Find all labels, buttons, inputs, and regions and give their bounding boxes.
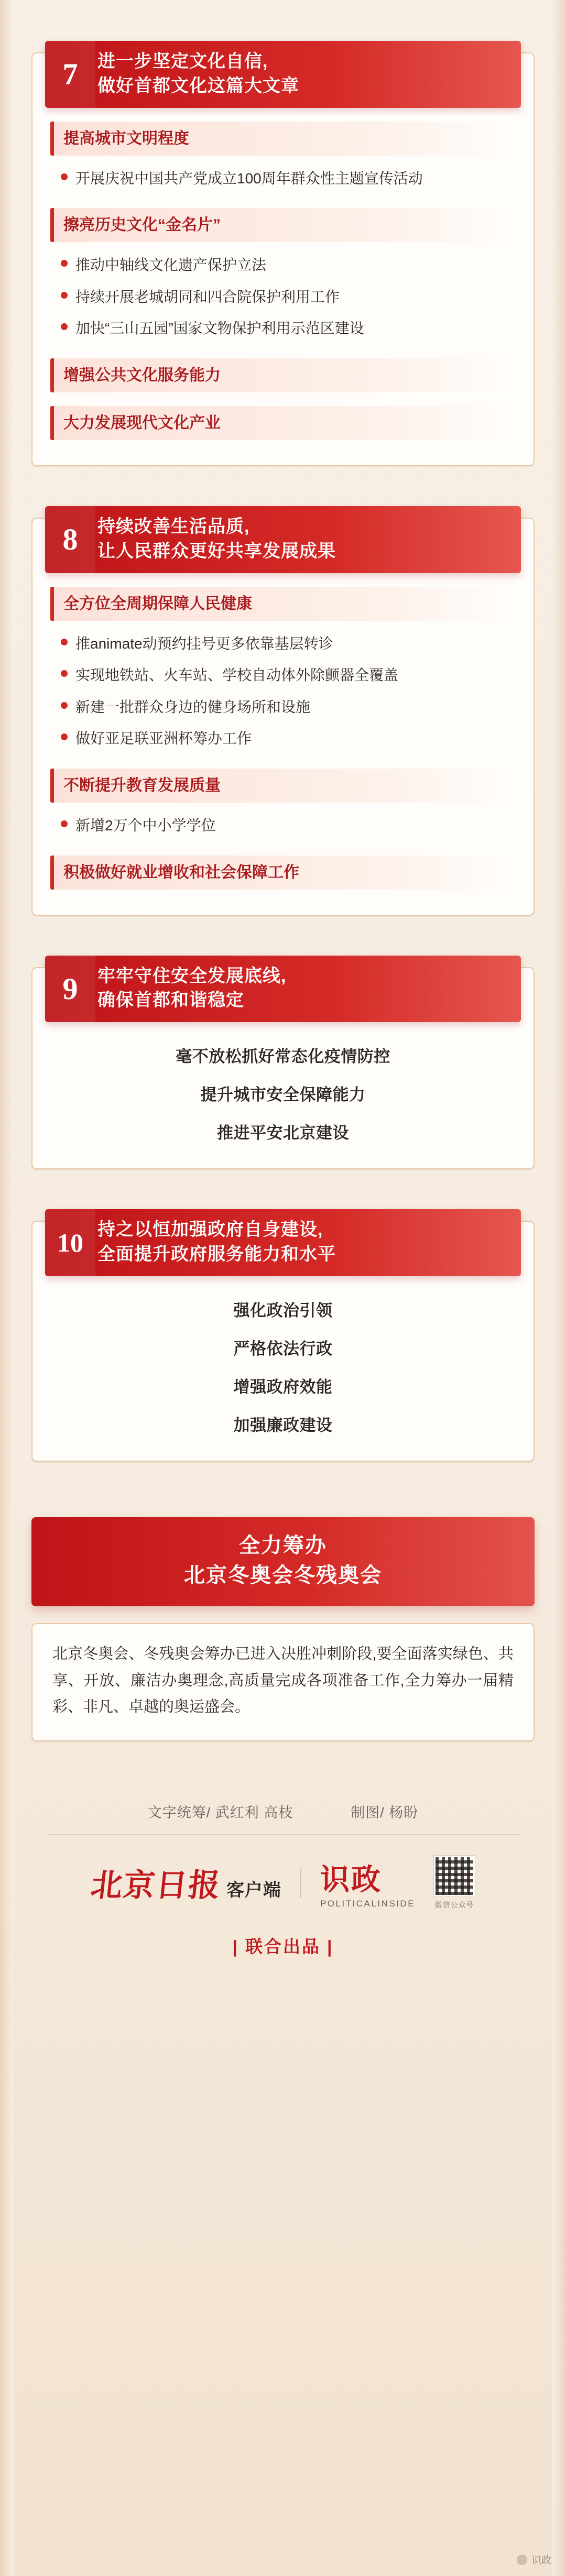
logo-divider: [300, 1868, 301, 1898]
section-title-line1: 进一步坚定文化自信,: [97, 51, 268, 71]
olympic-paragraph-card: [31, 1623, 535, 1741]
olympic-paragraph: 北京冬奥会、冬残奥会筹办已进入决胜冲刺阶段,要全面落实绿色、共享、开放、廉洁办奥理念,高质量完成各项准备工作,全力筹办一届精彩、非凡、卓越的奥运盛会。: [52, 1645, 514, 1716]
list-item: 加快“三山五园”国家文物保护利用示范区建设: [58, 313, 516, 345]
subsection-title: 大力发展现代文化产业: [50, 406, 516, 440]
beijing-daily-logo: [91, 1860, 281, 1905]
section-title-9: [95, 956, 521, 1023]
list-item: 持续开展老城胡同和四合院保护利用工作: [58, 281, 516, 313]
credit-editor: 文字统筹/ 武红利 高枝: [147, 1805, 293, 1821]
center-line: 加强廉政建设: [233, 1416, 333, 1435]
section-header-8: [45, 506, 521, 573]
subsection-title: 增强公共文化服务能力: [50, 358, 516, 392]
section-card-7: [31, 52, 535, 466]
credit-designer: 制图/ 杨盼: [351, 1805, 419, 1821]
section-title-line2: 做好首都文化这篇大文章: [97, 75, 299, 96]
subsection-title: 全方位全周期保障人民健康: [50, 587, 516, 621]
subsection-title: 擦亮历史文化“金名片”: [50, 208, 516, 242]
section-header-9: [45, 956, 521, 1023]
section-title-line1: 牢牢守住安全发展底线,: [97, 966, 287, 986]
bullet-list: [58, 163, 516, 195]
section-title-10: [95, 1209, 521, 1276]
zhizheng-english: POLITICALINSIDE: [320, 1899, 416, 1909]
list-item: 实现地铁站、火车站、学校自动体外除颤器全覆盖: [58, 660, 516, 692]
list-item: 新建一批群众身边的健身场所和设施: [58, 692, 516, 724]
center-line: 推进平安北京建设: [217, 1124, 349, 1143]
section-number-10: 10: [45, 1209, 95, 1276]
section-title-line1: 持之以恒加强政府自身建设,: [97, 1220, 323, 1240]
subsection-title: 提高城市文明程度: [50, 122, 516, 156]
beijing-daily-client: 客户端: [226, 1880, 281, 1901]
bullet-list: [58, 810, 516, 842]
bullet-list: [58, 628, 516, 755]
section-header-7: [45, 41, 521, 108]
logo-row: [0, 1835, 566, 1915]
list-item: 做好亚足联亚洲杯筹办工作: [58, 723, 516, 755]
center-line: 毫不放松抓好常态化疫情防控: [176, 1047, 390, 1066]
section-card-9: [31, 967, 535, 1170]
qr-code-block: [434, 1856, 475, 1910]
qr-caption: 微信公众号: [434, 1901, 474, 1910]
joint-production-label: | 联合出品 |: [232, 1937, 334, 1957]
section-card-10: [31, 1221, 535, 1462]
list-item: 推animate动预约挂号更多依靠基层转诊: [58, 628, 516, 660]
section-title-line2: 全面提升政府服务能力和水平: [97, 1244, 336, 1265]
section-title-line1: 持续改善生活品质,: [97, 517, 250, 536]
section-title-line2: 确保首都和谐稳定: [97, 990, 244, 1011]
zhizheng-name: 识政: [320, 1864, 382, 1897]
right-decorative-edge: [552, 0, 566, 2576]
section-title-7: [95, 41, 521, 108]
bullet-list: [58, 249, 516, 345]
banner-line1: 全力筹办: [239, 1534, 327, 1558]
credits-row: [0, 1788, 566, 1831]
zhizheng-logo: [320, 1857, 415, 1909]
center-line: 提升城市安全保障能力: [200, 1086, 366, 1104]
beijing-daily-name: 北京日报: [89, 1868, 223, 1903]
left-decorative-edge: [0, 0, 14, 2576]
center-line: 严格依法行政: [233, 1340, 333, 1358]
section-title-8: [95, 506, 521, 573]
wechat-label: 识政: [531, 2555, 551, 2566]
subsection-title: 积极做好就业增收和社会保障工作: [50, 856, 516, 890]
section-number-9: 9: [45, 956, 95, 1023]
wechat-icon: [517, 2555, 527, 2565]
center-line: 增强政府效能: [233, 1378, 333, 1397]
list-item: 开展庆祝中国共产党成立100周年群众性主题宣传活动: [58, 163, 516, 195]
qr-code-icon: [434, 1856, 475, 1897]
section-header-10: [45, 1209, 521, 1276]
subsection-title: 不断提升教育发展质量: [50, 769, 516, 803]
wechat-tag[interactable]: [517, 2552, 551, 2567]
center-line: 强化政治引领: [233, 1301, 333, 1320]
banner-line2: 北京冬奥会冬残奥会: [184, 1563, 382, 1587]
section-card-8: [31, 518, 535, 916]
list-item: 新增2万个中小学学位: [58, 810, 516, 842]
section-number-8: 8: [45, 506, 95, 573]
list-item: 推动中轴线文化遗产保护立法: [58, 249, 516, 281]
section-number-7: 7: [45, 41, 95, 108]
section-title-line2: 让人民群众更好共享发展成果: [97, 541, 336, 561]
olympic-banner: [31, 1517, 535, 1606]
